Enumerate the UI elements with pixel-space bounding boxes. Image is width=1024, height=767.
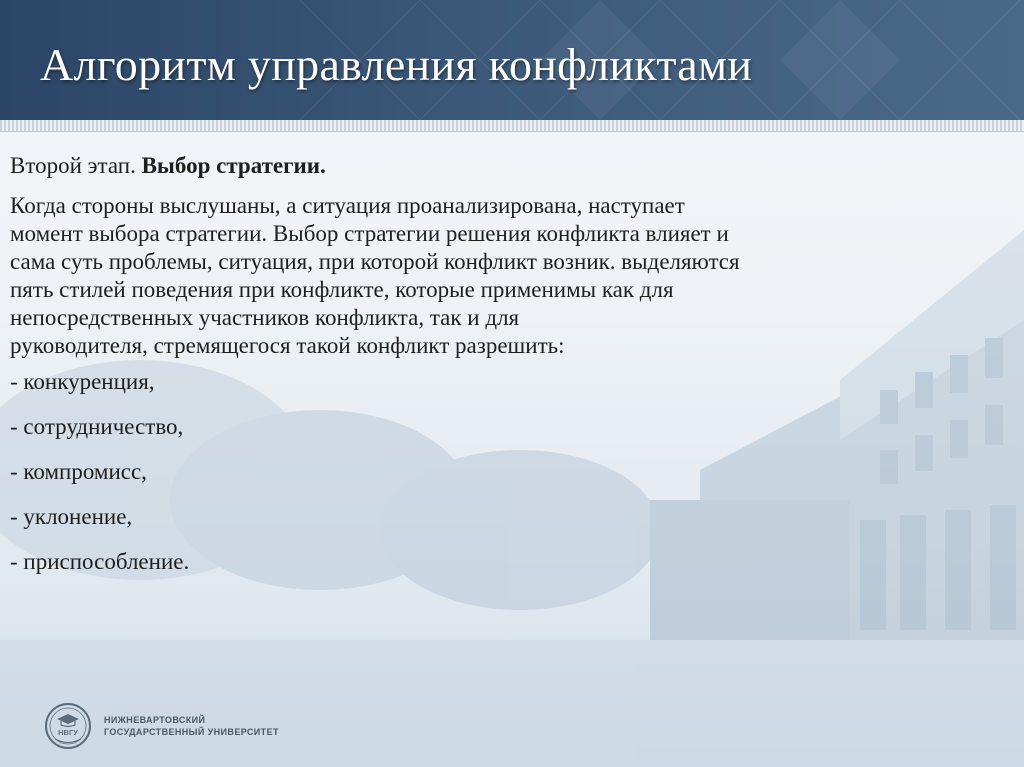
- list-item: - конкуренция,: [10, 369, 155, 394]
- paragraph-line: сама суть проблемы, ситуация, при которой конфликт возник. выделяются: [10, 249, 740, 274]
- slide-body: [10, 152, 1010, 593]
- university-logo-icon: [44, 702, 92, 750]
- university-name-line1: НИЖНЕВАРТОВСКИЙ: [104, 715, 206, 725]
- stage-name: Выбор стратегии.: [141, 153, 326, 178]
- list-item: - уклонение,: [10, 504, 133, 529]
- header-divider: [0, 131, 1024, 132]
- university-name: [104, 714, 279, 738]
- list-item: - сотрудничество,: [10, 414, 184, 439]
- list-item: - приспособление.: [10, 549, 190, 574]
- paragraph-line: руководителя, стремящегося такой конфликт разрешить:: [10, 333, 565, 358]
- stage-prefix: Второй этап.: [10, 153, 136, 178]
- stage-heading: [10, 152, 1010, 180]
- university-name-line2: ГОСУДАРСТВЕННЫЙ УНИВЕРСИТЕТ: [104, 727, 279, 737]
- list-item: - компромисс,: [10, 459, 147, 484]
- paragraph-line: непосредственных участников конфликта, так и для: [10, 305, 520, 330]
- styles-list: [10, 368, 1010, 576]
- svg-text:НВГУ: НВГУ: [58, 728, 78, 737]
- paragraph-line: пять стилей поведения при конфликте, которые применимы как для: [10, 277, 674, 302]
- header-banner: [0, 0, 1024, 120]
- description-paragraph: [10, 192, 1010, 360]
- paragraph-line: Когда стороны выслушаны, а ситуация проанализирована, наступает: [10, 193, 685, 218]
- slide-title: Алгоритм управления конфликтами: [40, 39, 753, 90]
- paragraph-line: момент выбора стратегии. Выбор стратегии решения конфликта влияет и: [10, 221, 729, 246]
